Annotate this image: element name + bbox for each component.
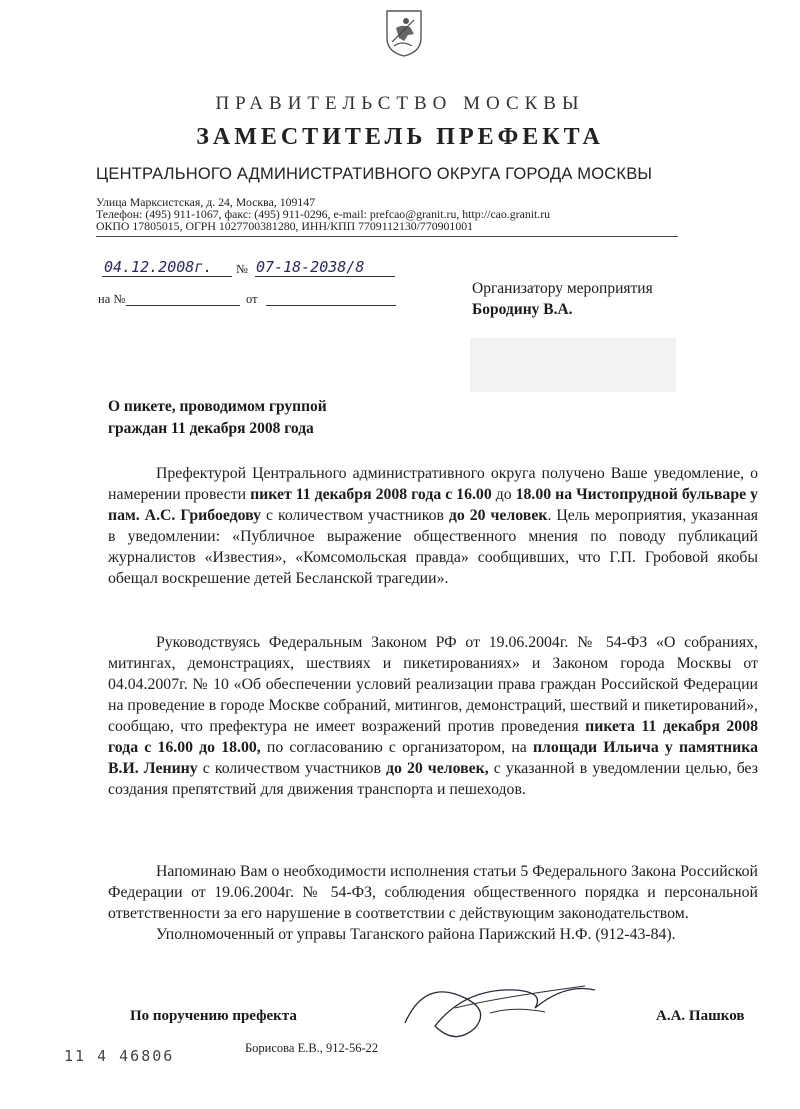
district-title: ЦЕНТРАЛЬНОГО АДМИНИСТРАТИВНОГО ОКРУГА ГОРОДА МОСКВЫ <box>96 165 653 183</box>
redacted-area <box>470 338 676 392</box>
p1-text-e: с количеством участников <box>261 507 449 524</box>
paragraph-3 <box>108 861 758 924</box>
p2-text-g: с указанной в уведомлении целью, без создания препятствий для движения транспорта и пешеходов. <box>108 760 758 798</box>
header-divider <box>96 236 678 237</box>
address-line: Улица Марксистская, д. 24, Москва, 109147 <box>96 195 316 209</box>
paragraph-4 <box>108 924 758 945</box>
moscow-emblem-icon <box>384 8 424 58</box>
number-sign: № <box>236 262 248 276</box>
ref-number-label: на № <box>98 292 126 306</box>
p2-text-e: с количеством участников <box>197 760 386 777</box>
p2-text-a: Руководствуясь Федеральным Законом РФ от 19.06.2004г. № 54-ФЗ «О собраниях, митингах, демонстрациях, шествиях и пикетированиях» и Законом города Москвы от 04.04.2007г. № 10 «Об обеспечении условий реализации права граждан Российской Федерации на проведение в городе Москве собраний, митингов, демонстраций, шествий и пикетирований», сообщаю, что префектура не имеет возражений против проведения <box>108 634 758 735</box>
ref-number-underline <box>126 305 240 306</box>
signature-icon <box>395 968 615 1048</box>
stamp-number: 11 4 46806 <box>64 1047 175 1065</box>
p1-bold-b: пикет 11 декабря 2008 года с 16.00 <box>250 486 492 503</box>
p2-bold-b: пикета 11 декабря 2008 года с 16.00 до 18.00, <box>108 718 758 756</box>
p4-text: Уполномоченный от управы Таганского района Парижский Н.Ф. (912-43-84). <box>156 926 676 943</box>
recipient-name: Бородину В.А. <box>472 301 573 318</box>
signature-label: По поручению префекта <box>130 1008 297 1024</box>
phone-line: Телефон: (495) 911-1067, факс: (495) 911-0296, e-mail: prefcao@granit.ru, http://cao.granit.ru <box>96 207 551 221</box>
recipient-role: Организатору мероприятия <box>472 280 653 297</box>
codes-line: ОКПО 17805015, ОГРН 1027700381280, ИНН/КПП 7709112130/770901001 <box>96 219 474 233</box>
subject-line-2: граждан 11 декабря 2008 года <box>108 420 314 437</box>
p1-bold-d: 18.00 на Чистопрудной бульваре у пам. А.С. Грибоедову <box>108 486 758 524</box>
government-title: ПРАВИТЕЛЬСТВО МОСКВЫ <box>215 93 585 114</box>
p2-text-c: по согласованию с организатором, на <box>260 739 533 756</box>
p1-text-g: . Цель мероприятия, указанная в уведомлении: «Публичное выражение общественного мнения по поводу публикаций журналистов «Известия», «Комсомольская правда» сообщивших, что Г.П. Гробовой якобы обещал воскрешение детей Бесланской трагедии». <box>108 507 758 587</box>
p1-text-a: Префектурой Центрального административного округа получено Ваше уведомление, о намерении провести <box>108 465 758 503</box>
ref-date-underline <box>266 305 396 306</box>
handwritten-date: 04.12.2008г. <box>104 258 213 276</box>
p1-text-c: до <box>491 486 516 503</box>
date-underline <box>102 276 232 277</box>
subject <box>108 396 408 440</box>
paragraph-1 <box>108 463 758 589</box>
p2-bold-f: до 20 человек, <box>385 760 489 777</box>
p2-bold-d: площади Ильича у памятника В.И. Ленину <box>108 739 758 777</box>
subject-line-1: О пикете, проводимом группой <box>108 398 327 415</box>
ref-date-label: от <box>246 292 258 306</box>
handwritten-number: 07-18-2038/8 <box>256 258 365 276</box>
executor-info: Борисова Е.В., 912-56-22 <box>245 1041 379 1055</box>
signer-name: А.А. Пашков <box>656 1008 745 1024</box>
p1-bold-f: до 20 человек <box>448 507 548 524</box>
p3-text: Напоминаю Вам о необходимости исполнения статьи 5 Федерального Закона Российской Федерации от 19.06.2004г. № 54-ФЗ, соблюдения общественного порядка и персональной ответственности за его нарушение в соответствии с действующим законодательством. <box>108 863 758 922</box>
paragraph-2 <box>108 632 758 800</box>
deputy-prefect-title: ЗАМЕСТИТЕЛЬ ПРЕФЕКТА <box>196 124 604 150</box>
number-underline <box>255 276 395 277</box>
